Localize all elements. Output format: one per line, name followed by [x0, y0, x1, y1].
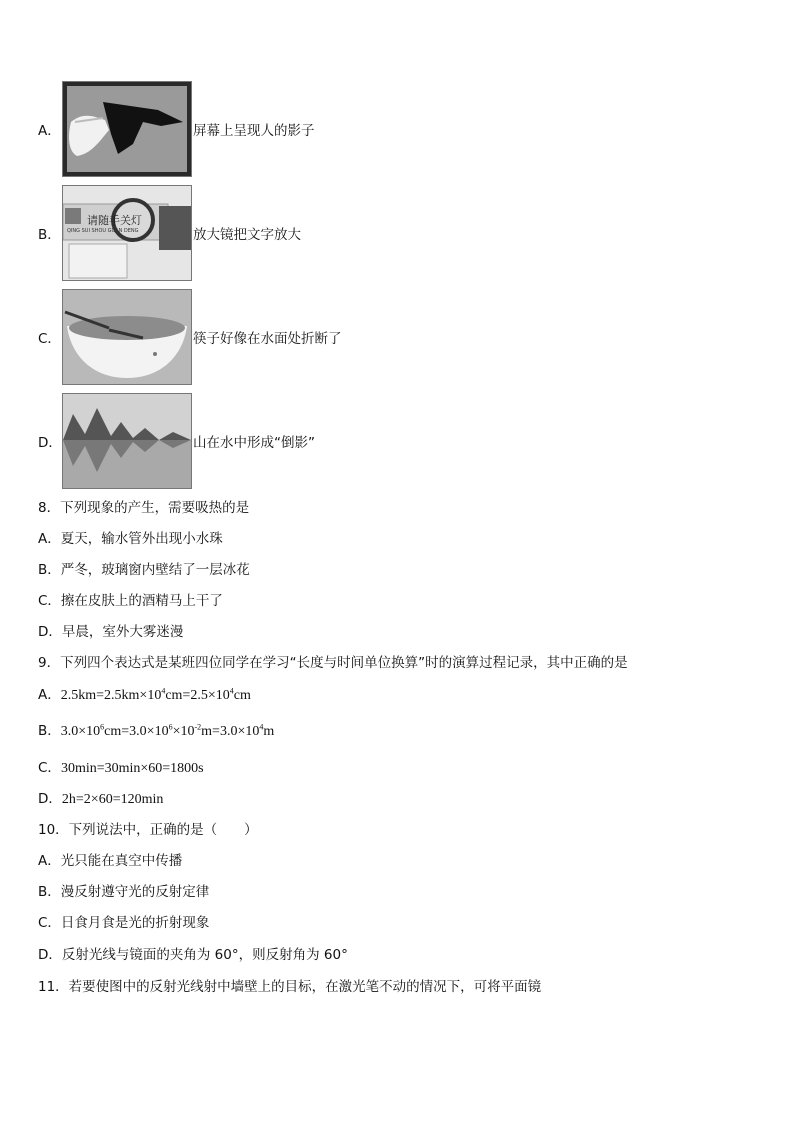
- sign-text: 请随手关灯: [87, 214, 142, 227]
- option-letter: C．: [38, 331, 61, 347]
- question-10-option-a: A．光只能在真空中传播: [38, 853, 183, 869]
- question-9-option-d: D．2h=2×60=120min: [38, 791, 164, 807]
- hand-shadow-photo: [62, 81, 192, 177]
- question-10-option-c: C．日食月食是光的折射现象: [38, 915, 210, 931]
- question-10-option-b: B．漫反射遵守光的反射定律: [38, 884, 210, 900]
- question-9-option-b: B．$3.0\times 10^6cm=3.0\times 10^6\times 10^{-2}m=3.0\times 10^4m$: [38, 722, 275, 739]
- option-letter: B．: [38, 227, 61, 243]
- chopstick-bowl-photo: [62, 289, 192, 385]
- q7-option-a: [38, 81, 315, 177]
- question-8-stem: 8．下列现象的产生，需要吸热的是: [38, 500, 250, 516]
- magnifier-photo: [62, 185, 192, 281]
- option-letter: D．: [38, 435, 62, 451]
- option-caption: 筷子好像在水面处折断了: [193, 331, 342, 347]
- q7-option-d: [38, 393, 315, 489]
- question-10-stem: 10．下列说法中，正确的是（ ）: [38, 822, 258, 838]
- question-8-option-d: D．早晨，室外大雾迷漫: [38, 624, 184, 640]
- question-9-option-c: C．30min=30min×60=1800s: [38, 760, 204, 776]
- question-8-option-b: B．严冬，玻璃窗内壁结了一层冰花: [38, 562, 250, 578]
- question-10-option-d: D．反射光线与镜面的夹角为 60°，则反射角为 60°: [38, 947, 348, 963]
- q7-option-c: [38, 289, 342, 385]
- mountain-reflection-photo: [62, 393, 192, 489]
- option-caption: 屏幕上呈现人的影子: [193, 123, 315, 139]
- question-9-stem: 9．下列四个表达式是某班四位同学在学习“长度与时间单位换算”时的演算过程记录，其中正确的是: [38, 655, 628, 671]
- question-8-option-c: C．擦在皮肤上的酒精马上干了: [38, 593, 223, 609]
- question-8-option-a: A．夏天，输水管外出现小水珠: [38, 531, 223, 547]
- option-caption: 放大镜把文字放大: [193, 227, 301, 243]
- q7-option-b: [38, 185, 301, 281]
- sign-pinyin: QING SUI SHOU GUAN DENG: [67, 228, 139, 234]
- question-11-stem: 11．若要使图中的反射光线射中墙壁上的目标，在激光笔不动的情况下，可将平面镜: [38, 979, 542, 995]
- option-caption: 山在水中形成“倒影”: [193, 435, 315, 451]
- option-letter: A．: [38, 123, 61, 139]
- question-9-option-a: A．$2.5km=2.5km\times 10^4cm=2.5\times 10^4cm$: [38, 686, 251, 703]
